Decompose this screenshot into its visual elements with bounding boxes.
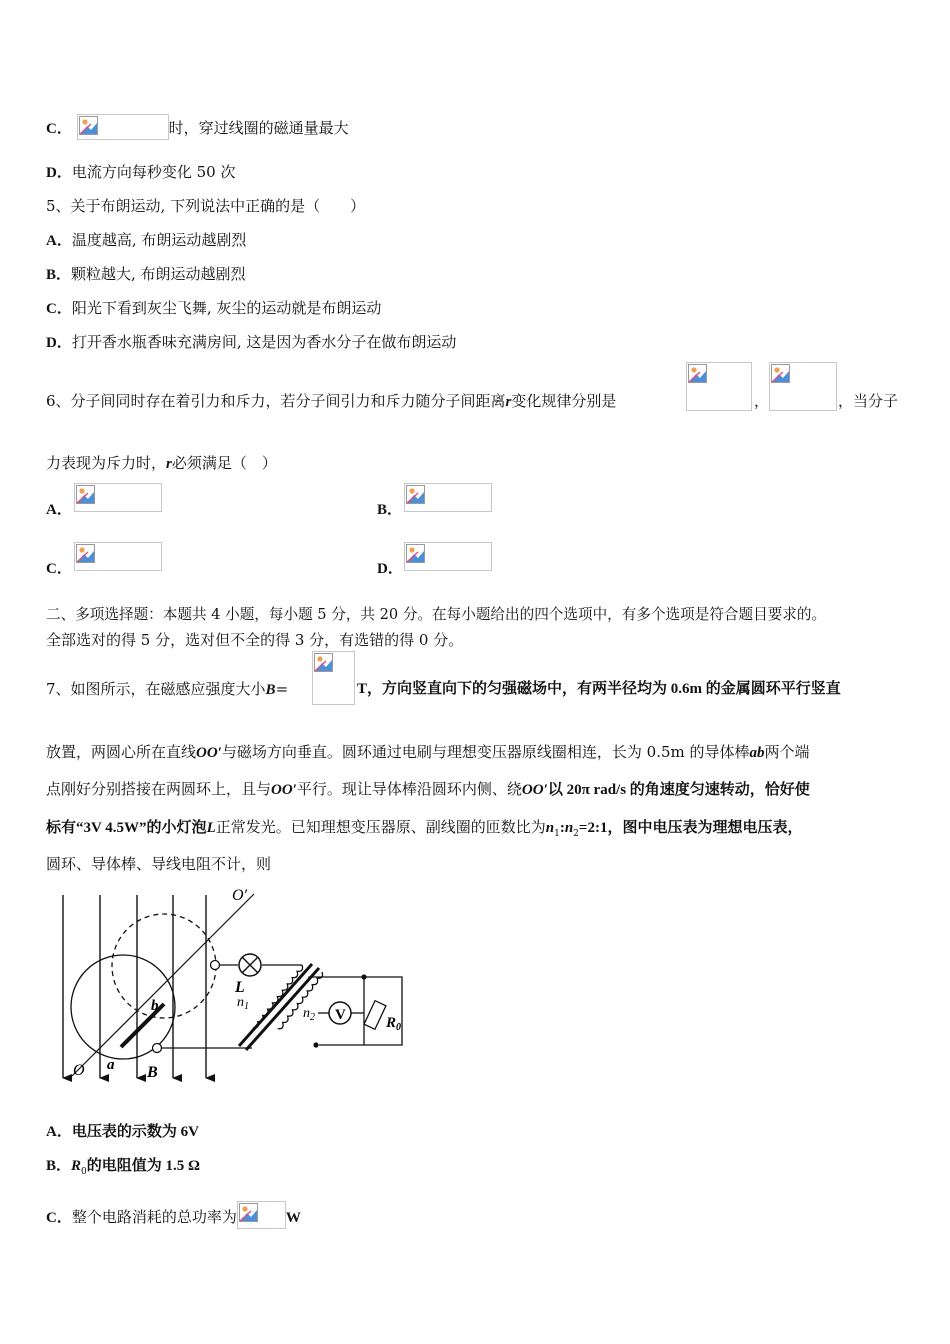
option-text: 电流方向每秒变化 50 次 [71, 163, 236, 181]
label-r0: $R_0$ [386, 1015, 402, 1033]
subscript: 0 [81, 1167, 87, 1177]
q7-stem-text: 正常发光。已知理想变压器原、副线圈的匝数比为 [215, 818, 546, 836]
option-label: B． [46, 1158, 72, 1174]
subscript: 1 [554, 829, 560, 839]
broken-image-icon [688, 364, 707, 383]
q5-option-a [46, 229, 246, 252]
variable-r: r [505, 394, 512, 410]
q7-stem-text: 放置，两圆心所在直线 [46, 743, 197, 761]
option-text: 整个电路消耗的总功率为 [71, 1208, 237, 1226]
section-heading-line1: 二、多项选择题：本题共 4 小题，每小题 5 分，共 20 分。在每小题给出的四个选项中，有多个选项是符合题目要求的。 [46, 606, 827, 623]
comma: ， [754, 392, 770, 410]
label-a: a [107, 1057, 115, 1073]
variable-R0: R [71, 1158, 82, 1174]
formula-image-placeholder [404, 542, 492, 571]
broken-image-icon [79, 116, 98, 135]
q6-stem-text: 变化规律分别是 [511, 392, 617, 410]
q7-option-b [46, 1154, 200, 1183]
resistor-icon [364, 1001, 386, 1030]
q7-option-c [46, 1201, 301, 1229]
broken-image-icon [406, 485, 425, 504]
q7-stem-line1 [46, 678, 288, 701]
option-text: 打开香水瓶香味充满房间, 这是因为香水分子在做布朗运动 [71, 333, 457, 351]
formula-image-placeholder [686, 362, 752, 411]
junction-dot [361, 974, 366, 979]
label-b: b [151, 998, 159, 1014]
field-lines [63, 895, 206, 1078]
label-n1: $n_1$ [237, 995, 249, 1012]
brush-bottom [153, 1044, 162, 1053]
formula-image-placeholder [237, 1201, 286, 1229]
section-heading-line2: 全部选对的得 5 分，选对但不全的得 3 分，有选错的得 0 分。 [46, 631, 464, 649]
q6-stem-text: 6、分子间同时存在着引力和斥力，若分子间引力和斥力随分子间距离 [46, 392, 506, 410]
q7-stem-text: 7、如图所示，在磁感应强度大小 [46, 680, 266, 698]
q5-option-b [46, 263, 246, 286]
broken-image-icon [314, 653, 333, 672]
label-voltmeter: V [335, 1007, 346, 1023]
option-label: C． [46, 301, 72, 317]
variable-L: L [206, 820, 216, 836]
q7-circuit-figure [44, 880, 424, 1090]
formula-image-placeholder [77, 114, 169, 140]
variable-OO: OO′ [196, 745, 222, 761]
option-label: A． [46, 502, 72, 518]
q6-stem-line2 [46, 452, 277, 475]
q7-stem-text: 两个端 [764, 743, 810, 761]
q7-stem-line3 [46, 778, 810, 801]
q7-stem-text: 点刚好分别搭接在两圆环上，且与 [46, 780, 272, 798]
formula-image-placeholder [312, 651, 355, 705]
q5-stem: 5、关于布朗运动, 下列说法中正确的是（ ） [46, 197, 366, 215]
option-label: A． [46, 1124, 72, 1140]
option-text: 阳光下看到灰尘飞舞, 灰尘的运动就是布朗运动 [71, 299, 382, 317]
variable-ab: ab [749, 745, 765, 761]
formula-image-placeholder [74, 483, 162, 512]
option-text: 的电阻值为 1.5 Ω [86, 1158, 201, 1174]
formula-image-placeholder [74, 542, 162, 571]
q4-option-c [46, 114, 349, 140]
broken-image-icon [406, 544, 425, 563]
broken-image-icon [771, 364, 790, 383]
q7-stem-text: 与磁场方向垂直。圆环通过电刷与理想变压器原线圈相连，长为 0.5m 的导体棒 [221, 743, 750, 761]
q6-stem-line1 [46, 390, 616, 413]
option-text: 颗粒越大, 布朗运动越剧烈 [71, 265, 246, 283]
q4-option-d [46, 161, 235, 184]
label-field-b: B [147, 1064, 158, 1081]
option-label: D． [46, 165, 72, 181]
q7-option-a [46, 1120, 199, 1143]
broken-image-icon [239, 1203, 258, 1222]
broken-image-icon [76, 544, 95, 563]
q7-stem-line2 [46, 741, 810, 764]
q7-stem-text: 标有“3V 4.5W”的小灯泡 [46, 820, 207, 836]
label-o-prime: O′ [232, 887, 248, 904]
subscript: 2 [573, 829, 579, 839]
formula-image-placeholder [769, 362, 837, 411]
option-text: 时，穿过线圈的磁通量最大 [168, 119, 349, 137]
brush-top [211, 961, 220, 970]
option-label: B． [46, 267, 72, 283]
secondary-coil [278, 972, 325, 1031]
variable-r: r [166, 456, 172, 472]
q7-stem-text: 平行。现让导体棒沿圆环内侧、绕 [296, 780, 522, 798]
back-ring [112, 914, 216, 1018]
option-text: 温度越高, 布朗运动越剧烈 [71, 231, 247, 249]
variable-OO: OO′ [521, 782, 548, 798]
variable-n2: n [564, 820, 574, 836]
q7-stem-line5: 圆环、导体棒、导线电阻不计，则 [46, 855, 272, 873]
option-label: A． [46, 233, 72, 249]
q5-option-c [46, 297, 381, 320]
q7-stem-line4 [46, 816, 802, 845]
variable-B: B [265, 682, 276, 698]
label-lamp: L [235, 979, 245, 996]
junction-dot [313, 1042, 318, 1047]
label-o: O [73, 1062, 85, 1079]
broken-image-icon [76, 485, 95, 504]
option-label: C． [46, 1210, 72, 1226]
q7-stem-text: T，方向竖直向下的匀强磁场中，有两半径均为 0.6m 的金属圆环平行竖直 [357, 681, 841, 697]
option-label: D． [377, 561, 403, 577]
option-label: C． [46, 121, 72, 137]
label-n2: $n_2$ [303, 1006, 315, 1023]
option-label: C． [46, 561, 72, 577]
variable-n1: n [545, 820, 555, 836]
q6-stem-text: 必须满足（ ） [171, 454, 277, 472]
q7-stem-text: = [275, 680, 289, 698]
q7-stem-text: =2:1，图中电压表为理想电压表， [578, 820, 803, 836]
q6-option-a [46, 498, 72, 521]
q5-option-d [46, 331, 456, 354]
q6-option-d [377, 557, 403, 580]
q6-option-b [377, 498, 402, 521]
option-label: D． [46, 335, 72, 351]
q6-stem-text: 力表现为斥力时， [46, 454, 167, 472]
option-label: B． [377, 502, 403, 518]
secondary-wire [309, 977, 402, 1045]
q7-stem-text: : [559, 820, 565, 836]
unit-w: W [285, 1210, 301, 1226]
q6-option-c [46, 557, 72, 580]
q6-stem-text: ，当分子 [838, 392, 899, 410]
q7-stem-text: 以 20π rad/s 的角速度匀速转动，恰好使 [547, 782, 810, 798]
variable-OO: OO′ [271, 782, 297, 798]
formula-image-placeholder [404, 483, 492, 512]
option-text: 电压表的示数为 6V [71, 1124, 199, 1140]
